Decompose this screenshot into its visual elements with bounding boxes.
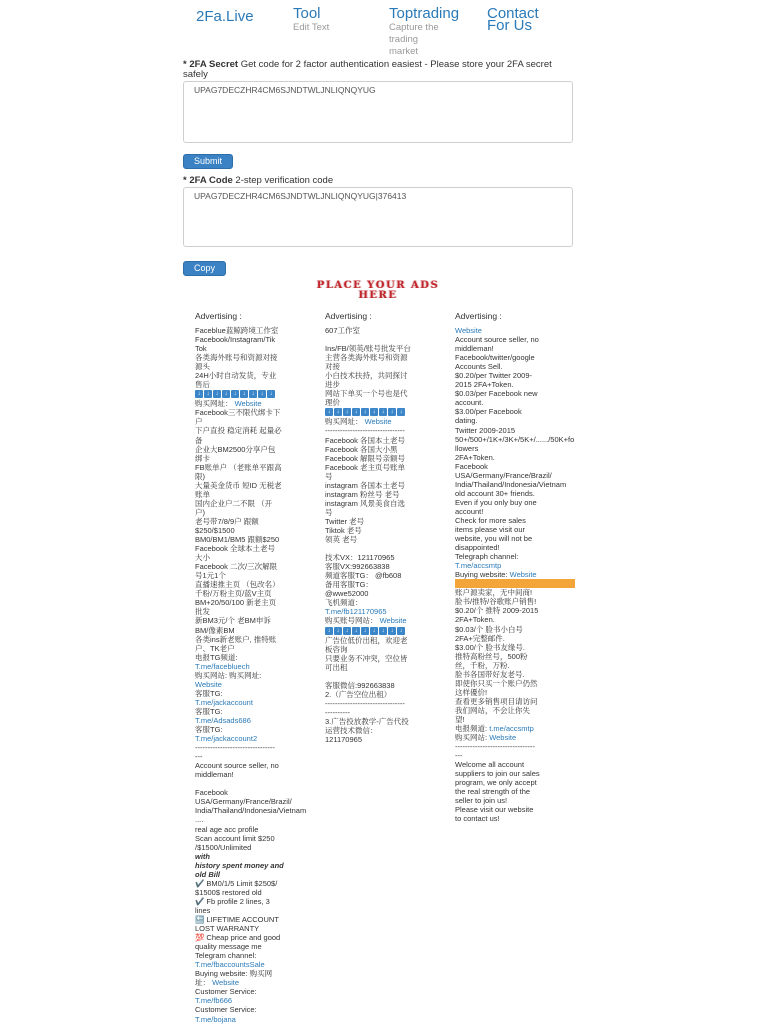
ad-line (325, 672, 437, 681)
brand-link[interactable]: 2Fa.Live (196, 8, 254, 25)
code-label-bold: * 2FA Code (183, 175, 233, 186)
ad-line: instagram 风景美食自选 (325, 498, 406, 508)
ad-line: Facebook 二次/三次解限 (195, 562, 278, 572)
ad-line: 千粉/万粉主页/蓝V主页 (195, 589, 272, 599)
ad-line: Telegraph channel: (455, 552, 519, 562)
website-link[interactable]: Website (509, 570, 537, 580)
ad-italic: old Bill (195, 869, 220, 879)
ad-line: 大量美金货币 短ID 无税老 (195, 480, 282, 490)
ad-italic: with (195, 851, 210, 861)
telegram-link[interactable]: T.me/facebluech (195, 661, 250, 671)
buy-line (455, 570, 575, 579)
telegram-link[interactable]: T.me/jackaccount2 (195, 734, 258, 744)
down-arrow-icon: ↓ (222, 390, 230, 398)
ad-line: 电报TG频道: (195, 652, 238, 662)
ad-line: 即使你只买一个账户仍然 (455, 678, 538, 688)
ad-line: 24H小时自动发货，专业 (195, 371, 277, 381)
ad-title: Advertising : (325, 311, 372, 321)
down-arrow-icon: ↓ (213, 390, 221, 398)
ad-line: $3.00/per Facebook (455, 407, 522, 417)
code-label (183, 176, 573, 186)
nav-toptrading[interactable] (389, 5, 487, 58)
code-label-text: 2-step verification code (232, 175, 334, 186)
ad-line: suppliers to join our sales (455, 769, 540, 779)
ad-line: 频道客服TG： @fb608 (325, 571, 402, 581)
ad-italic: history spent money and (195, 860, 284, 870)
secret-input[interactable] (183, 81, 573, 143)
telegram-link[interactable]: T.me/Adsads686 (195, 715, 251, 725)
buy-line (455, 733, 575, 742)
down-arrow-icon: ↓ (258, 390, 266, 398)
website-link[interactable]: Website (489, 733, 517, 743)
ad-line: Facebook (455, 461, 488, 471)
ad-line: Facebook 解限号亲额号 (325, 453, 406, 463)
ad-line: 进步 (325, 380, 340, 390)
website-link[interactable]: Website (364, 417, 392, 427)
ad-line: 账单 (195, 489, 210, 499)
ad-line: 607工作室 (325, 326, 361, 335)
arrow-row (325, 627, 437, 635)
ad-line: 2015 2FA+Token. (455, 380, 514, 390)
website-link[interactable]: Website (212, 978, 240, 988)
ad-line: 账户源卖家，无中间商! (455, 588, 533, 598)
ad-line: $0.20/per Twitter 2009- (455, 371, 532, 381)
place-ads-banner[interactable] (231, 280, 525, 302)
nav-contact[interactable] (487, 5, 539, 34)
ad-line: 💯 Cheap price and good (195, 933, 281, 943)
secret-label (183, 60, 573, 80)
ad-line: Facebook/twitter/google (455, 353, 535, 363)
ad-text-block (325, 326, 437, 407)
ad-line: 小白技术扶持，共同探讨 (325, 371, 408, 381)
ad-line: 户 (195, 417, 203, 427)
buy-label: Buying website: (455, 570, 508, 580)
ad-line: ✔️ BM0/1/5 Limit $250$/ (195, 878, 278, 888)
ad-line: 50+/500+/1K+/3K+/5K+/....../50K+followers (455, 434, 575, 453)
ad-line (195, 779, 307, 788)
ad-line: @wwe52000 (325, 589, 369, 599)
down-arrow-icon: ↓ (343, 627, 351, 635)
ad-line: 限) (195, 471, 205, 481)
ad-line: Check for more sales (455, 515, 526, 525)
ad-line: 推特高粉丝号，500粉 (455, 651, 528, 661)
buy-line (195, 978, 307, 987)
down-arrow-icon: ↓ (388, 627, 396, 635)
ad-line: /$1500/Unlimited (195, 842, 252, 852)
telegram-link[interactable]: t.me/accsmtp (489, 724, 534, 734)
ad-text-block (325, 436, 437, 608)
ad-line: 2FA+Token. (455, 615, 495, 625)
ad-line: Account source seller, no (455, 335, 539, 345)
ad-title: Advertising : (195, 311, 242, 321)
down-arrow-icon: ↓ (388, 408, 396, 416)
down-arrow-icon: ↓ (370, 627, 378, 635)
down-arrow-icon: ↓ (195, 390, 203, 398)
ad-line: website, you will not be (455, 534, 533, 544)
down-arrow-icon: ↓ (325, 408, 333, 416)
ad-line: Ins/FB/领英/账号批发平台 (325, 344, 411, 354)
ad-line: 对接 (325, 362, 340, 372)
buy-label: 购买网址： (195, 399, 233, 409)
ad-line: 备用客服TG： (325, 580, 373, 590)
ad-line: BM+20/50/100 新老主页 (195, 598, 277, 608)
ad-line: Welcome all account (455, 760, 525, 770)
ad-line: 这样優价! (455, 687, 488, 697)
ad-line: 121170965 (325, 735, 362, 745)
ad-text-block (455, 760, 575, 823)
ad-line: 客服微信:992663838 (325, 680, 395, 690)
ad-line: instagram 各国本土老号 (325, 480, 406, 490)
ad-line: 板咨询 (325, 644, 348, 654)
ad-line: BM/像素BM (195, 625, 235, 635)
ad-line: 只要业务不冲突，空位皆 (325, 653, 408, 663)
telegram-link[interactable]: T.me/bojana (195, 1014, 236, 1024)
ad-text-block (455, 335, 575, 561)
ad-line: disappointed! (455, 543, 500, 553)
down-arrow-icon: ↓ (240, 390, 248, 398)
ad-line: 脸书/推特/谷歌账户销售! (455, 597, 537, 607)
nav-tool[interactable] (293, 5, 330, 34)
ad-line: 2FA+Token. (455, 452, 495, 462)
ad-line: Facebook 全球本土老号 (195, 544, 276, 554)
nav-toptrading-sub1: Capture the (389, 22, 439, 33)
ad-line: 2FA+完整邮件. (455, 633, 505, 643)
telegram-link[interactable]: T.me/fb666 (195, 996, 233, 1006)
ad-line: real age acc profile (195, 824, 259, 834)
ad-italic-line (195, 852, 307, 861)
copy-button[interactable]: Copy (183, 261, 226, 276)
ad-line: Facebook/Instagram/Tik (195, 335, 276, 345)
arrow-row (195, 390, 307, 398)
buy-label: 址： (195, 978, 210, 988)
ad-column-3 (455, 311, 575, 824)
down-arrow-icon: ↓ (267, 390, 275, 398)
ad-line: India/Thailand/Indonesia/Vietnam.... (195, 806, 307, 825)
ad-line: account! (455, 506, 484, 516)
ad-line: 备 (195, 435, 203, 445)
ad-line: $250/$1500 (195, 525, 235, 535)
ad-line: 老号带7/8/9户 跟额 (195, 516, 259, 526)
down-arrow-icon: ↓ (352, 408, 360, 416)
nav-toptrading-sub2: trading (389, 34, 419, 45)
service-label: 客服TG: (195, 706, 223, 716)
down-arrow-icon: ↓ (334, 627, 342, 635)
ad-line: $0.20/个 推特 2009-2015 (455, 606, 539, 616)
ad-line: 3.广告投放教学-广告代投 (325, 716, 409, 726)
ad-line: Faceblue蓝鲸跨境工作室 (195, 326, 279, 335)
service-label: 客服TG: (195, 725, 223, 735)
down-arrow-icon: ↓ (361, 627, 369, 635)
ad-line: 各类海外账号和资源对接 (195, 353, 278, 363)
ad-line: 飞机频道： (325, 598, 363, 608)
ad-text-block (195, 761, 307, 851)
ad-line: 国内企业户二不限 （开 (195, 498, 273, 508)
divider: --- (455, 751, 463, 761)
ad-line: 网站下单买一个号也是代 (325, 389, 408, 399)
ad-line: Facebook 各国大小黑 (325, 444, 398, 454)
ad-line: Tok (195, 344, 207, 354)
ad-line: 我们网站，不会让你失 (455, 705, 530, 715)
ad-line: 大小 (195, 553, 210, 563)
ad-line: $3.00/个 脸书友缘号. (455, 642, 526, 652)
down-arrow-icon: ↓ (334, 408, 342, 416)
twofa-form (183, 60, 573, 273)
telegram-link[interactable]: T.me/fbaccountsSale (195, 960, 265, 970)
ad-line: 领英 老号 (325, 535, 358, 545)
ad-line: 脸书各国带好友老号. (455, 669, 525, 679)
ad-line: old account 30+ friends. (455, 488, 535, 498)
ad-line (325, 335, 437, 344)
website-link[interactable]: Website (379, 616, 407, 626)
ad-text-block (195, 879, 307, 960)
service-label: 客服TG: (195, 688, 223, 698)
ad-line: $0.03/per Facebook new (455, 389, 538, 399)
buy-label: 购买网址： (325, 417, 363, 427)
buy-label: 购买账号网站： (325, 616, 378, 626)
ad-line: Facebook 老主页号账单 (325, 462, 406, 472)
ad-column-2 (325, 311, 437, 744)
ad-line: 号 (325, 507, 333, 517)
ad-line: 户、TK老户 (195, 643, 235, 653)
down-arrow-icon: ↓ (397, 627, 405, 635)
buy-label: 购买网站: (455, 733, 488, 743)
ad-line: 广告位低价出租，欢迎老 (325, 635, 408, 645)
ad-line: 户) (195, 507, 205, 517)
ad-line: 号1元1个 (195, 571, 226, 581)
ad-line: 源头 (195, 362, 210, 372)
ad-line: Facebook三不限代绑卡下 (195, 408, 281, 418)
ad-line: 下户直投 稳定消耗 起量必 (195, 426, 282, 436)
ad-line: account. (455, 398, 484, 408)
ad-line: Telegram channel: (195, 951, 257, 961)
down-arrow-icon: ↓ (204, 390, 212, 398)
ad-line: 客服VX:992663838 (325, 562, 390, 572)
nav-contact-line2: For Us (487, 17, 532, 34)
divider: -------------------------------- (325, 698, 405, 708)
nav-toptrading-label: Toptrading (389, 5, 460, 22)
divider: -------------------------------- (455, 742, 535, 752)
ad-line (325, 544, 437, 553)
cs-label: Customer Service: (195, 1005, 257, 1015)
ad-title: Advertising : (455, 311, 502, 321)
ad-line: 号 (325, 471, 333, 481)
divider: --- (195, 752, 203, 762)
tg-label: 电报频道: (455, 724, 488, 734)
ad-line: items please visit our (455, 525, 526, 535)
nav-toptrading-sub3: market (389, 46, 419, 57)
down-arrow-icon: ↓ (249, 390, 257, 398)
buy-line (455, 724, 575, 733)
ad-line: 主营各类海外账号和资源 (325, 353, 408, 363)
ad-line: 查看更多销售项目请访问 (455, 696, 538, 706)
ad-line: seller to join us! (455, 796, 508, 806)
nav-tool-label: Tool (293, 5, 321, 22)
telegram-link[interactable]: T.me/jackaccount (195, 697, 253, 707)
ad-line: the real strength of the (455, 787, 531, 797)
website-link[interactable]: Website (234, 399, 262, 409)
secret-label-text: Get code for 2 factor authentication easiest - Please store your 2FA secret safely (183, 59, 552, 80)
arrow-row (325, 408, 437, 416)
ad-line: Account source seller, no (195, 761, 279, 771)
divider: ---------- (325, 707, 350, 717)
buy-label-2: 购买网站: 购买网址: (195, 670, 262, 680)
ad-line: FB账单户 （老账单平跟高 (195, 462, 282, 472)
ad-line: BM0/BM1/BM5 跟额$250 (195, 535, 280, 545)
website-link[interactable]: Website (195, 679, 222, 689)
ad-line: 绑卡 (195, 453, 210, 463)
ad-line: Facebook (195, 788, 228, 798)
ad-line: 望! (455, 714, 465, 724)
ad-line: LOST WARRANTY (195, 924, 260, 934)
ad-line: India/Thailand/Indonesia/Vietnam (455, 479, 567, 489)
down-arrow-icon: ↓ (397, 408, 405, 416)
highlight-bar: ━━━━━━━━━━━━━━━━━━ (455, 579, 575, 588)
ad-line: program, we only accept (455, 778, 537, 788)
buy-label-3: Buying website: 购买网 (195, 969, 273, 979)
telegram-link[interactable]: T.me/accsmtp (455, 561, 502, 571)
ad-text-block (195, 408, 307, 661)
banner-line2: HERE (358, 290, 398, 301)
ad-line: $0.03/个 脸书小白号 (455, 624, 523, 634)
ad-line: dating. (455, 416, 478, 426)
ad-text-block (455, 588, 575, 724)
website-link[interactable]: Website (455, 326, 482, 335)
down-arrow-icon: ↓ (231, 390, 239, 398)
down-arrow-icon: ↓ (325, 627, 333, 635)
nav-tool-sub: Edit Text (293, 22, 330, 33)
ad-line: 企业大BM2500分享户包 (195, 444, 276, 454)
ad-line: Twitter 2009-2015 (455, 425, 516, 435)
ad-line: ✔️ Fb profile 2 lines, 3 (195, 896, 270, 906)
ad-line: 🔙 LIFETIME ACCOUNT (195, 915, 279, 924)
ad-text-block (195, 326, 307, 389)
down-arrow-icon: ↓ (370, 408, 378, 416)
ad-line: Accounts Sell. (455, 362, 503, 372)
ad-line: $1500$ restored old (195, 887, 262, 897)
ad-line: 各类ins新老账户, 推特账 (195, 634, 277, 644)
ad-line: 2.（广告空位出租） (325, 689, 392, 699)
divider: -------------------------------- (195, 743, 275, 753)
down-arrow-icon: ↓ (361, 408, 369, 416)
ad-line: 售后 (195, 380, 210, 390)
buy-line (325, 616, 437, 625)
cs-label: Customer Service: (195, 987, 257, 997)
ad-line: 丝，千粉，万粉. (455, 660, 510, 670)
telegram-link[interactable]: T.me/fb121170965 (325, 607, 387, 617)
ad-line: middleman! (455, 344, 494, 354)
divider: -------------------------------- (325, 426, 405, 436)
banner-line1: PLACE YOUR ADS (316, 280, 440, 291)
ad-line: 新BM3元/个 老BM申诉 (195, 616, 271, 626)
down-arrow-icon: ↓ (352, 627, 360, 635)
down-arrow-icon: ↓ (379, 408, 387, 416)
ad-text-block (325, 636, 437, 699)
ad-line: USA/Germany/France/Brazil/ (195, 797, 292, 807)
ad-line: Even if you only buy one (455, 497, 537, 507)
ad-line: middleman! (195, 770, 234, 780)
nav-contact-line1: Contact (487, 5, 539, 22)
ad-line: 理价 (325, 398, 340, 408)
ad-line: Scan account limit $250 (195, 833, 275, 843)
ad-line: quality message me (195, 942, 262, 952)
ad-line: Please visit our website (455, 805, 534, 815)
ad-text-block (325, 717, 437, 744)
buy-line (325, 417, 437, 426)
ad-line: to contact us! (455, 814, 500, 824)
ad-line: Tiktok 老号 (325, 525, 362, 535)
code-output[interactable] (183, 187, 573, 247)
ad-line: 技术VX：121170965 (325, 553, 395, 563)
ad-line: USA/Germany/France/Brazil/ (455, 470, 552, 480)
ad-line: lines (195, 905, 211, 915)
ad-line: instagram 粉丝号 老号 (325, 489, 400, 499)
ad-line: 批发 (195, 607, 210, 617)
ad-line: 直播速推主页 （包改名） (195, 580, 280, 590)
ad-line: Twitter 老号 (325, 516, 365, 526)
ad-line: 可出租 (325, 662, 348, 672)
secret-label-bold: * 2FA Secret (183, 59, 239, 70)
ad-line: Facebook 各国本土老号 (325, 435, 406, 445)
ad-line: 运营技术微信： (325, 725, 378, 735)
top-nav (0, 6, 768, 58)
down-arrow-icon: ↓ (343, 408, 351, 416)
down-arrow-icon: ↓ (379, 627, 387, 635)
ad-column-1 (195, 311, 307, 1024)
submit-button[interactable]: Submit (183, 154, 233, 169)
